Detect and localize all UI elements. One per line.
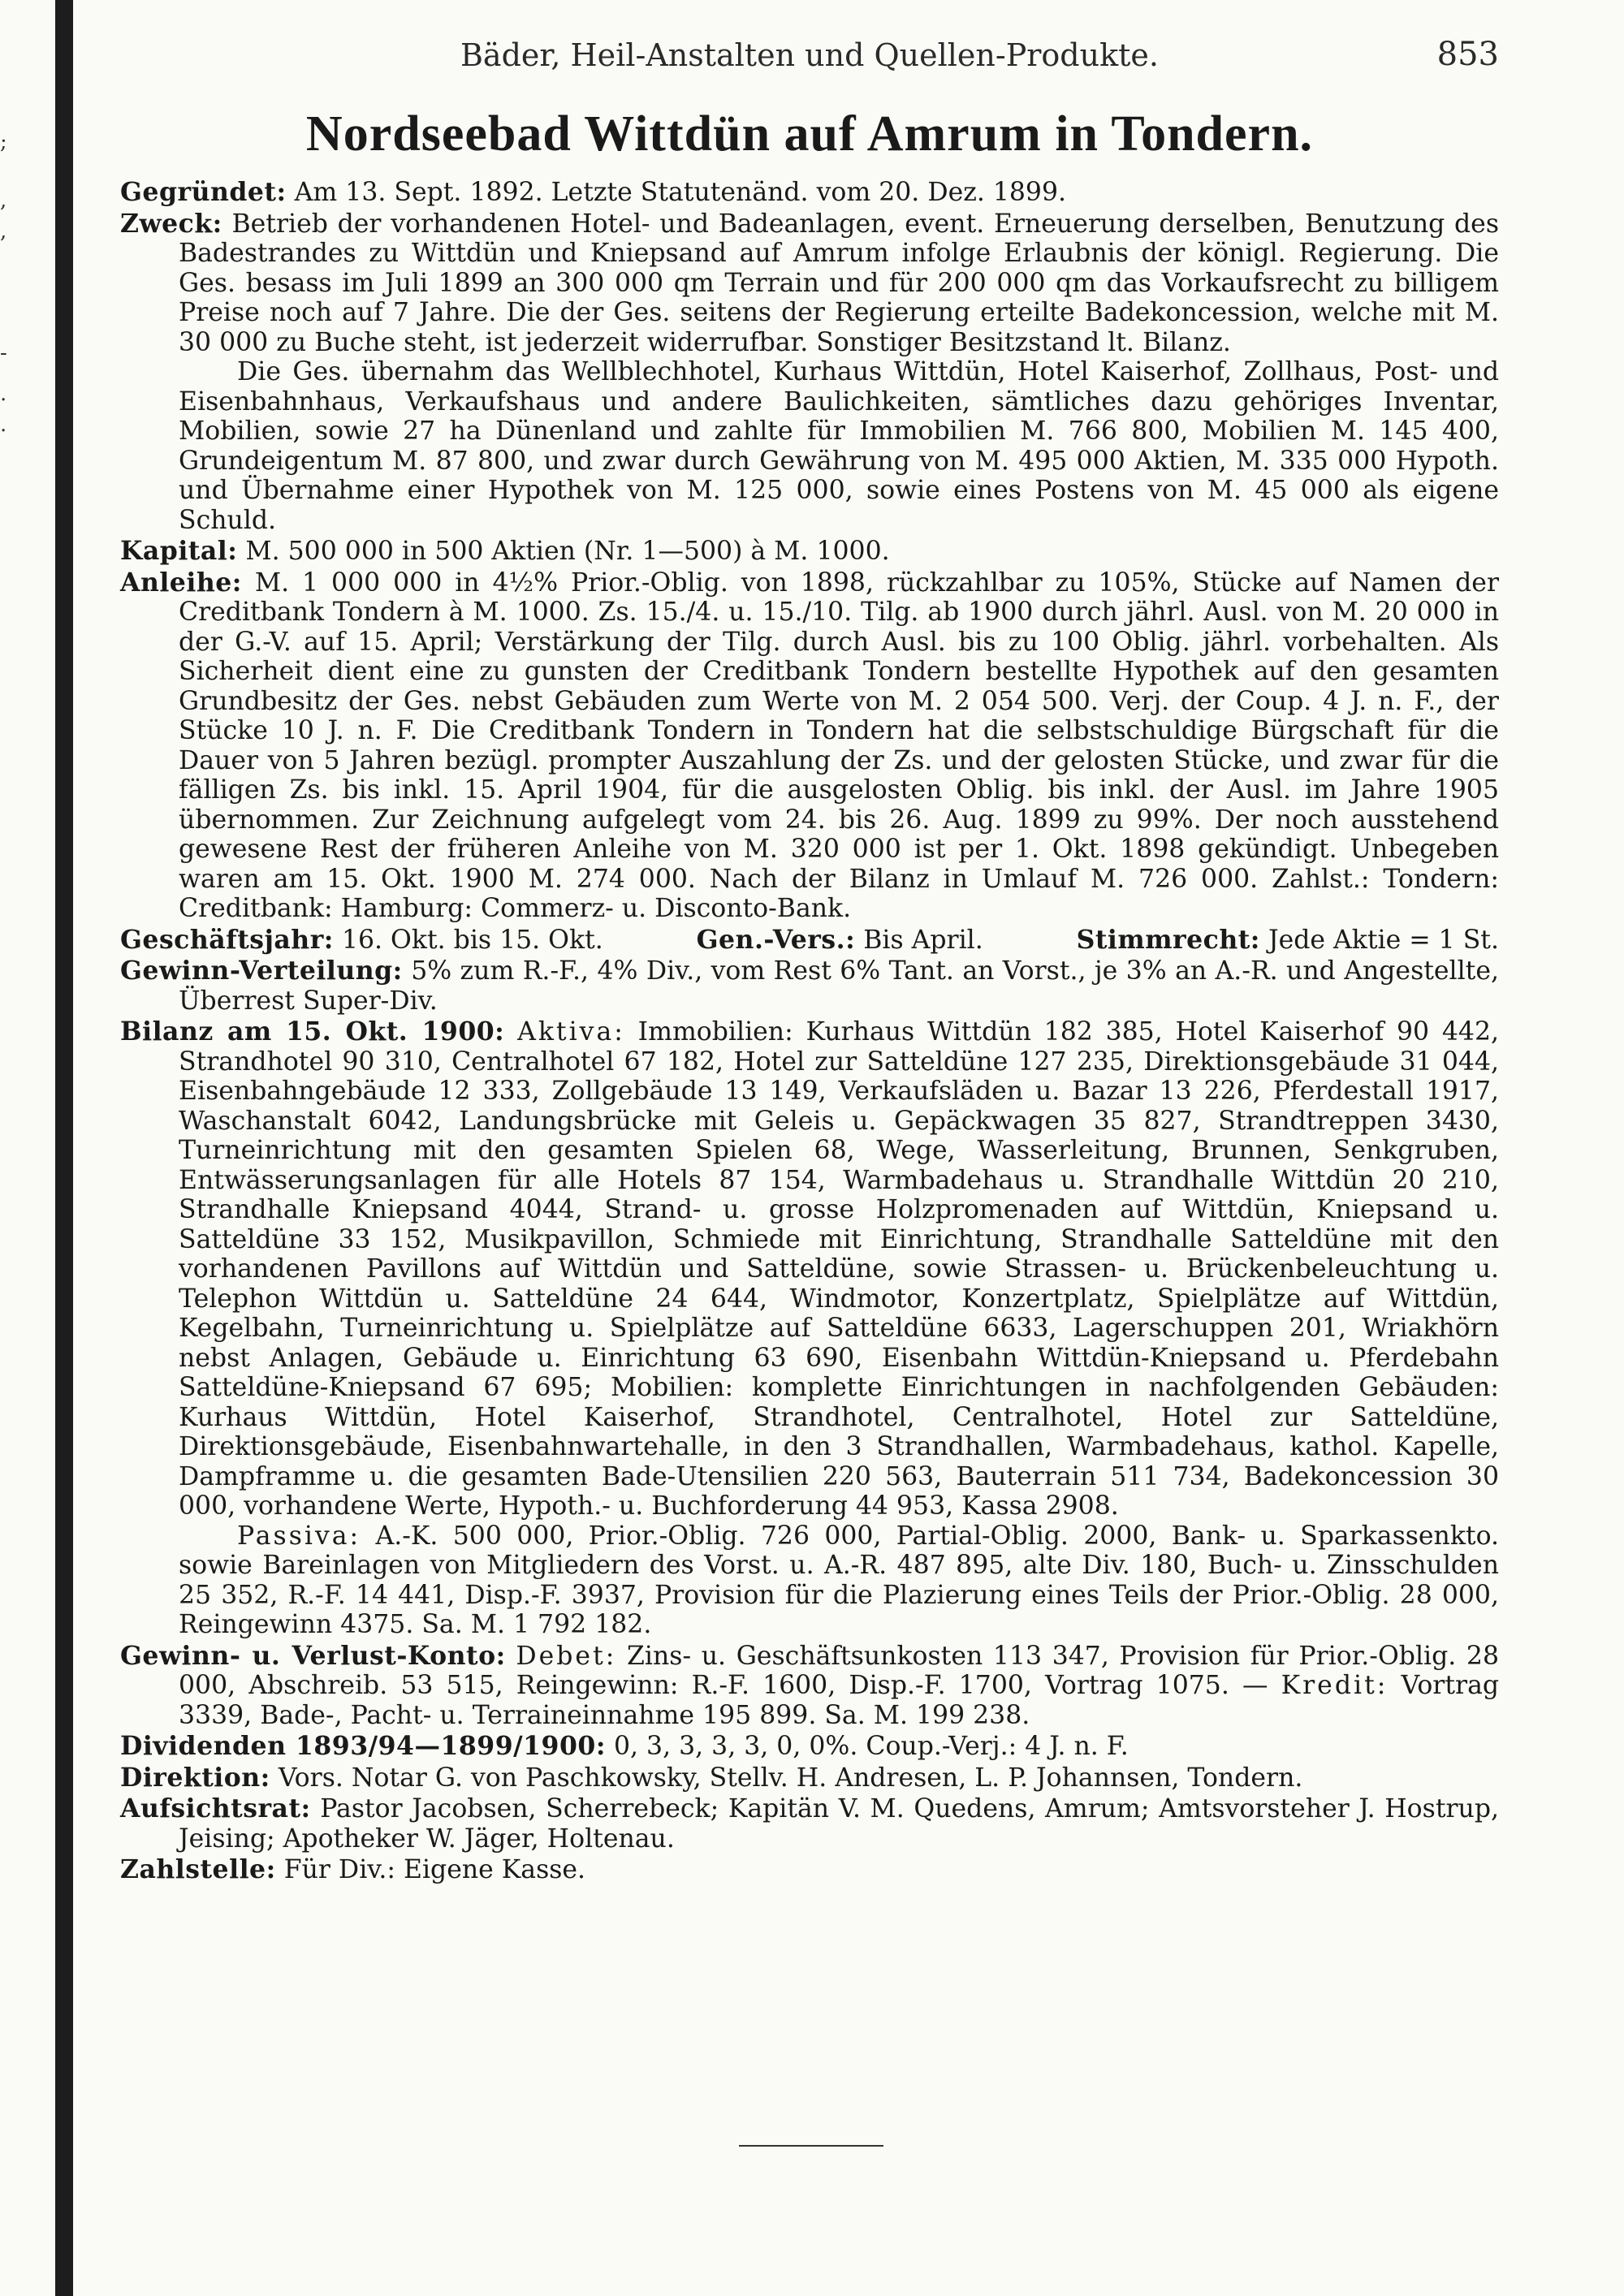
section-text: Für Div.: Eigene Kasse.	[283, 1855, 586, 1884]
section-label: Zahlstelle:	[120, 1854, 276, 1884]
passiva-label: Passiva:	[237, 1521, 361, 1551]
section-aufsichtsrat	[120, 1794, 1499, 1854]
gutter-mark: .	[0, 382, 7, 406]
page	[120, 32, 1499, 1887]
genvers-label: Gen.-Vers.:	[696, 924, 856, 955]
section-text: M. 500 000 in 500 Aktien (Nr. 1—500) à M. 1000.	[245, 537, 890, 566]
passiva-text: A.-K. 500 000, Prior.-Oblig. 726 000, Partial-Oblig. 2000, Bank- u. Sparkassenkto. sowie Bareinlagen von Mitgliedern des Vorst. u. A.-R. 487 895, alte Div. 180, Buch- u. Zinsschulden 25 352, R.-F. 14 441, Disp.-F. 3937, Provision für die Plazierung eines Teils der Prior.-Oblig. 28 000, Reingewinn 4375. Sa. M. 1 792 182.	[179, 1521, 1499, 1639]
section-label: Kapital:	[120, 536, 238, 566]
section-label: Gegründet:	[120, 177, 287, 207]
article-title: Nordseebad Wittdün auf Amrum in Tondern.	[305, 106, 1314, 162]
running-title: Bäder, Heil-Anstalten und Quellen-Produkte.	[460, 37, 1159, 73]
genvers-text: Bis April.	[863, 925, 983, 955]
section-label: Bilanz am 15. Okt. 1900:	[120, 1016, 505, 1047]
end-rule	[739, 2145, 883, 2147]
section-anleihe	[120, 568, 1499, 924]
gutter-mark: ,	[0, 188, 7, 213]
section-text: Pastor Jacobsen, Scherrebeck; Kapitän V. M. Quedens, Amrum; Amtsvorsteher J. Hostrup, Jeising; Apotheker W. Jäger, Holtenau.	[179, 1794, 1499, 1854]
section-label: Zweck:	[120, 208, 222, 239]
aktiva-text: Immobilien: Kurhaus Wittdün 182 385, Hotel Kaiserhof 90 442, Strandhotel 90 310, Centralhotel 67 182, Hotel zur Satteldüne 127 235, Direktionsgebäude 31 044, Eisenbahngebäude 12 333, Zollgebäude 13 149, Verkaufsläden u. Bazar 13 226, Pferdestall 1917, Waschanstalt 6042, Landungsbrücke mit Geleis u. Gepäckwagen 35 827, Strandtreppen 3430, Turneinrichtung mit den gesamten Spielen 68, Wege, Wasserleitung, Brunnen, Senkgruben, Entwässerungsanlagen für alle Hotels 87 154, Warmbadehaus u. Strandhalle Wittdün 20 210, Strandhalle Kniepsand 4044, Strand- u. grosse Holzpromenaden auf Wittdün, Kniepsand u. Satteldüne 33 152, Musikpavillon, Schmiede mit Einrichtung, Strandhalle Satteldüne mit den vorhandenen Pavillons auf Wittdün und Satteldüne, sowie Strassen- u. Brückenbeleuchtung u. Telephon Wittdün u. Satteldüne 24 644, Windmotor, Konzertplatz, Spielplätze auf Wittdün, Kegelbahn, Turneinrichtung u. Spielplätze auf Satteldüne 6633, Lagerschuppen 201, Wriakhörn nebst Anlagen, Gebäude u. Einrichtung 63 690, Eisenbahn Wittdün-Kniepsand u. Pferdebahn Satteldüne-Kniepsand 67 695; Mobilien: komplette Einrichtungen in nachfolgenden Gebäuden: Kurhaus Wittdün, Hotel Kaiserhof, Strandhotel, Centralhotel, Hotel zur Satteldüne, Direktionsgebäude, Eisenbahnwartehalle, in den 3 Strandhallen, Warmbadehaus, kathol. Kapelle, Dampframme u. die gesamten Bade-Utensilien 220 563, Bauterrain 511 734, Badekoncession 30 000, vorhandene Werte, Hypoth.- u. Buchforderung 44 953, Kassa 2908.	[179, 1017, 1500, 1521]
section-direktion	[120, 1763, 1499, 1793]
section-gegruendet	[120, 178, 1499, 208]
section-text: M. 1 000 000 in 4½% Prior.-Oblig. von 1898, rückzahlbar zu 105%, Stücke auf Namen der Creditbank Tondern à M. 1000. Zs. 15./4. u. 15./10. Tilg. ab 1900 durch jährl. Ausl. von M. 20 000 in der G.-V. auf 15. April; Verstärkung der Tilg. durch Ausl. bis zu 100 Oblig. jährl. vorbehalten. Als Sicherheit dient eine zu gunsten der Creditbank Tondern bestellte Hypothek auf den gesamten Grundbesitz der Ges. nebst Gebäuden zum Werte von M. 2 054 500. Verj. der Coup. 4 J. n. F., der Stücke 10 J. n. F. Die Creditbank Tondern in Tondern hat die selbstschuldige Bürgschaft für die Dauer von 5 Jahren bezügl. prompter Auszahlung der Zs. und der gelosten Stücke, und zwar für die fälligen Zs. bis inkl. 15. April 1904, für die ausgelosten Oblig. bis inkl. der Ausl. im Jahre 1905 übernommen. Zur Zeichnung aufgelegt vom 24. bis 26. Aug. 1899 zu 99%. Der noch ausstehend gewesene Rest der früheren Anleihe von M. 320 000 ist per 1. Okt. 1898 gekündigt. Unbegeben waren am 15. Okt. 1900 M. 274 000. Nach der Bilanz in Umlauf M. 726 000. Zahlst.: Tondern: Creditbank: Hamburg: Commerz- u. Disconto-Bank.	[179, 568, 1499, 923]
section-label: Direktion:	[120, 1762, 270, 1793]
aktiva-label: Aktiva:	[517, 1017, 625, 1047]
section-bilanz	[120, 1017, 1499, 1640]
section-label: Gewinn- u. Verlust-Konto:	[120, 1640, 506, 1671]
section-text: Vors. Notar G. von Paschkowsky, Stellv. H. Andresen, L. P. Johannsen, Tondern.	[278, 1763, 1303, 1793]
stimmrecht-text: Jede Aktie = 1 St.	[1268, 925, 1499, 955]
section-label: Anleihe:	[120, 567, 242, 598]
debet-text: Zins- u. Geschäftsunkosten 113 347, Provision für Prior.-Oblig. 28 000, Abschreib. 53 515, Reingewinn: R.-F. 1600, Disp.-F. 1700, Vortrag 1075. —	[179, 1641, 1500, 1700]
section-dividenden	[120, 1732, 1499, 1762]
section-zweck	[120, 209, 1499, 536]
stimmrecht-label: Stimmrecht:	[1076, 924, 1260, 955]
section-text: 0, 3, 3, 3, 3, 0, 0%. Coup.-Verj.: 4 J. n. F.	[613, 1732, 1129, 1761]
section-label: Aufsichtsrat:	[120, 1793, 311, 1823]
section-zahlstelle	[120, 1855, 1499, 1885]
debet-label: Debet:	[516, 1641, 617, 1671]
section-text: 16. Okt. bis 15. Okt.	[341, 925, 603, 955]
passiva-paragraph	[179, 1521, 1499, 1640]
section-paragraph: Die Ges. übernahm das Wellblechhotel, Kurhaus Wittdün, Hotel Kaiserhof, Zollhaus, Post- und Eisenbahnhaus, Verkaufshaus und andere Baulichkeiten, sämtliches dazu gehöriges Inventar, Mobilien, sowie 27 ha Dünenland und zahlte für Immobilien M. 766 800, Mobilien M. 145 400, Grundeigentum M. 87 800, und zwar durch Gewährung von M. 495 000 Aktien, M. 335 000 Hypoth. und Übernahme einer Hypothek von M. 125 000, sowie eines Postens von M. 45 000 als eigene Schuld.	[179, 357, 1499, 535]
page-number: 853	[1436, 36, 1499, 73]
section-text: Am 13. Sept. 1892. Letzte Statutenänd. vom 20. Dez. 1899.	[294, 178, 1067, 207]
gutter-mark: -	[0, 341, 7, 365]
kredit-text: Vortrag 3339, Bade-, Pacht- u. Terraineinnahme 195 899. Sa. M. 199 238.	[179, 1671, 1500, 1730]
section-geschaeftsjahr	[120, 926, 1499, 956]
book-spine-shadow	[55, 0, 73, 2296]
section-text: 5% zum R.-F., 4% Div., vom Rest 6% Tant. an Vorst., je 3% an A.-R. und Angestellte, Überrest Super-Div.	[179, 956, 1499, 1016]
section-label: Gewinn-Verteilung:	[120, 956, 403, 986]
section-gewinn-verteilung	[120, 956, 1499, 1016]
gutter-mark: .	[0, 412, 7, 437]
section-label: Dividenden 1893/94—1899/1900:	[120, 1731, 606, 1761]
section-kapital	[120, 537, 1499, 567]
section-text: Betrieb der vorhandenen Hotel- und Badeanlagen, event. Erneuerung derselben, Benutzung des Badestrandes zu Wittdün und Kniepsand auf Amrum infolge Erlaubnis der königl. Regierung. Die Ges. besass im Juli 1899 an 300 000 qm Terrain und für 200 000 qm das Vorkaufsrecht zu billigem Preise noch auf 7 Jahre. Die der Ges. seitens der Regierung erteilte Badekoncession, welche mit M. 30 000 zu Buche steht, ist jederzeit widerrufbar. Sonstiger Besitzstand lt. Bilanz.	[179, 209, 1499, 357]
running-header	[120, 32, 1499, 81]
section-gv-konto	[120, 1642, 1499, 1731]
gutter-mark: ,	[0, 219, 7, 244]
section-label: Geschäftsjahr:	[120, 924, 334, 955]
kredit-label: Kredit:	[1281, 1671, 1389, 1700]
gutter-mark: ;	[0, 130, 7, 154]
